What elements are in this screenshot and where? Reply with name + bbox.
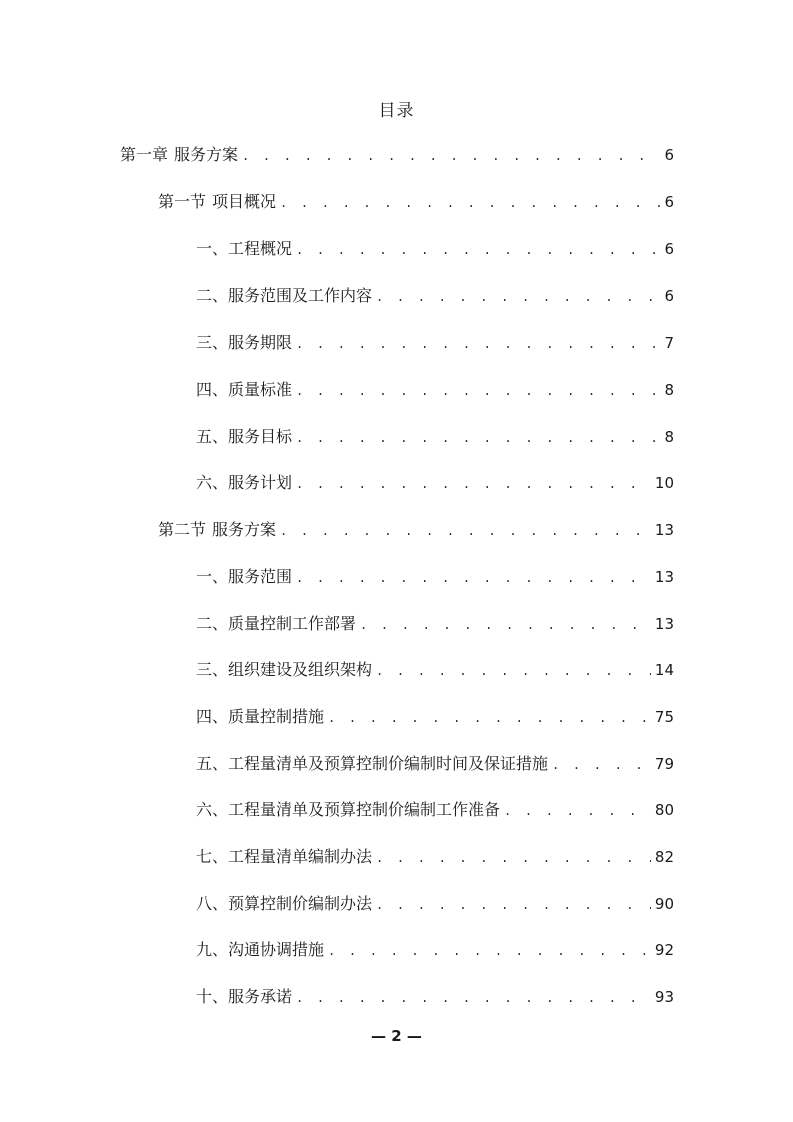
- toc-entry-page: 92: [654, 941, 674, 959]
- toc-entry-page: 6: [664, 193, 674, 211]
- toc-dot-leader: [280, 519, 651, 543]
- toc-entry-number: 四、: [196, 707, 229, 726]
- toc-entry-page: 10: [654, 474, 674, 492]
- toc-entry-label: 工程量清单及预算控制价编制工作准备: [228, 800, 501, 819]
- toc-entry[interactable]: [196, 892, 674, 916]
- toc-entry-page: 6: [664, 240, 674, 258]
- toc-entry-page: 6: [664, 146, 674, 164]
- toc-entry-label: 沟通协调措施: [228, 940, 325, 959]
- toc-entry-page: 8: [664, 381, 674, 399]
- toc-entry-number: 五、: [196, 427, 229, 446]
- toc-entry-label: 服务范围: [228, 567, 293, 586]
- toc-entry[interactable]: [120, 143, 674, 167]
- toc-entry[interactable]: [196, 284, 674, 308]
- toc-dot-leader: [504, 799, 651, 823]
- toc-entry-label: 工程量清单及预算控制价编制时间及保证措施: [228, 754, 549, 773]
- toc-entry[interactable]: [196, 565, 674, 589]
- toc-entry-number: 八、: [196, 894, 229, 913]
- toc-entry-label: 服务目标: [228, 427, 293, 446]
- toc-entry-label: 质量控制措施: [228, 707, 325, 726]
- toc-entry-number: 一、: [196, 567, 229, 586]
- toc-entry[interactable]: [196, 331, 674, 355]
- toc-entry[interactable]: [158, 190, 674, 214]
- toc-entry[interactable]: [196, 471, 674, 495]
- toc-entry-page: 93: [654, 988, 674, 1006]
- toc-entry-label: 服务期限: [228, 333, 293, 352]
- toc-dot-leader: [242, 144, 660, 168]
- toc-entry-page: 80: [654, 801, 674, 819]
- toc-entry-number: 六、: [196, 800, 229, 819]
- toc-entry-number: 第二节: [158, 520, 207, 539]
- toc-entry-page: 90: [654, 895, 674, 913]
- toc-dot-leader: [328, 939, 651, 963]
- toc-dot-leader: [296, 472, 651, 496]
- toc-entry-page: 79: [654, 755, 674, 773]
- toc-entry-label: 服务方案: [212, 520, 277, 539]
- toc-entry[interactable]: [196, 752, 674, 776]
- toc-dot-leader: [280, 191, 660, 215]
- toc-entry-label: 质量标准: [228, 380, 293, 399]
- toc-entry[interactable]: [196, 237, 674, 261]
- toc-dot-leader: [296, 238, 660, 262]
- toc-entry-page: 14: [654, 661, 674, 679]
- toc-entry-page: 7: [664, 334, 674, 352]
- toc-entry[interactable]: [196, 938, 674, 962]
- toc-dot-leader: [376, 846, 651, 870]
- toc-entry[interactable]: [196, 705, 674, 729]
- toc-dot-leader: [376, 893, 651, 917]
- toc-entry-label: 服务范围及工作内容: [228, 286, 373, 305]
- toc-dot-leader: [296, 986, 651, 1010]
- toc-dot-leader: [328, 706, 651, 730]
- toc-dot-leader: [376, 659, 651, 683]
- toc-entry[interactable]: [196, 378, 674, 402]
- toc-entry[interactable]: [158, 518, 674, 542]
- toc-dot-leader: [376, 285, 660, 309]
- toc-entry-label: 预算控制价编制办法: [228, 894, 373, 913]
- toc-entry-number: 一、: [196, 239, 229, 258]
- toc-entry-label: 工程量清单编制办法: [228, 847, 373, 866]
- toc-entry-number: 九、: [196, 940, 229, 959]
- toc-entry-number: 第一章: [120, 145, 169, 164]
- toc-entry-number: 二、: [196, 614, 229, 633]
- toc-entry-page: 82: [654, 848, 674, 866]
- toc-entry[interactable]: [196, 425, 674, 449]
- toc-entry-number: 十、: [196, 987, 229, 1006]
- toc-entry-number: 七、: [196, 847, 229, 866]
- toc-entry[interactable]: [196, 612, 674, 636]
- toc-entry-label: 服务计划: [228, 473, 293, 492]
- toc-entry-number: 二、: [196, 286, 229, 305]
- toc-entry-number: 四、: [196, 380, 229, 399]
- toc-entry-label: 项目概况: [212, 192, 277, 211]
- toc-dot-leader: [360, 613, 651, 637]
- toc-entry-page: 8: [664, 428, 674, 446]
- toc-entry[interactable]: [196, 845, 674, 869]
- toc-dot-leader: [296, 566, 651, 590]
- toc-entry-label: 服务承诺: [228, 987, 293, 1006]
- toc-entry-number: 六、: [196, 473, 229, 492]
- toc-entry-number: 第一节: [158, 192, 207, 211]
- toc-entry-number: 五、: [196, 754, 229, 773]
- toc-entry-number: 三、: [196, 660, 229, 679]
- toc-entry-label: 工程概况: [228, 239, 293, 258]
- toc-entry-page: 13: [654, 521, 674, 539]
- toc-dot-leader: [552, 753, 651, 777]
- toc-entry-page: 13: [654, 615, 674, 633]
- page-title: 目录: [378, 101, 415, 121]
- toc-entry-page: 13: [654, 568, 674, 586]
- toc-dot-leader: [296, 426, 660, 450]
- page-number-footer: — 2 —: [371, 1027, 422, 1045]
- toc-entry-label: 组织建设及组织架构: [228, 660, 373, 679]
- toc-dot-leader: [296, 332, 660, 356]
- toc-dot-leader: [296, 379, 660, 403]
- toc-entry-page: 75: [654, 708, 674, 726]
- toc-entry-page: 6: [664, 287, 674, 305]
- toc-entry[interactable]: [196, 798, 674, 822]
- toc-entry-label: 质量控制工作部署: [228, 614, 357, 633]
- toc-entry[interactable]: [196, 985, 674, 1009]
- toc-entry-number: 三、: [196, 333, 229, 352]
- toc-entry[interactable]: [196, 658, 674, 682]
- toc-entry-label: 服务方案: [174, 145, 239, 164]
